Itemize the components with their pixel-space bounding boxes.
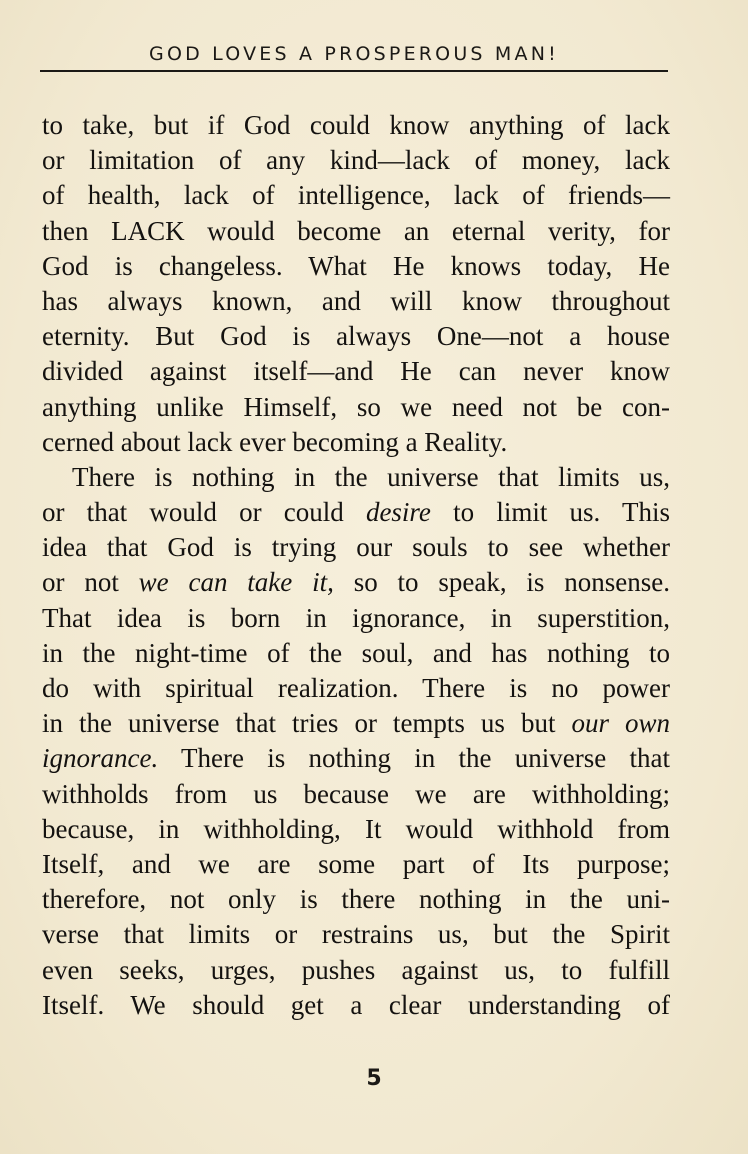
page-number: 5: [366, 1066, 382, 1091]
text-line: do with spiritual realization. There is no power: [42, 673, 670, 703]
text-line-mixed: [42, 565, 670, 600]
text-line: That idea is born in ignorance, in superstition,: [42, 602, 670, 633]
text-line: therefore, not only is there nothing in the uni-: [42, 884, 670, 915]
text-line: to take, but if God could know anything of lack: [42, 110, 670, 140]
italic-segment: desire: [365, 497, 431, 528]
text-segment: so to speak, is nonsense.: [333, 567, 670, 598]
text-line: because, in withholding, It would withhold from: [42, 813, 670, 844]
text-line: Itself. We should get a clear understanding of: [42, 989, 670, 1020]
text-segment: or that would or could: [42, 497, 366, 528]
text-line: anything unlike Himself, so we need not be con-: [42, 391, 670, 422]
italic-segment: we can take it,: [138, 567, 334, 598]
italic-segment: our own: [571, 708, 670, 739]
text-line: God is changeless. What He knows today, He: [42, 250, 670, 281]
text-line: cerned about lack ever becoming a Reality.: [42, 426, 508, 457]
text-line: eternity. But God is always One—not a house: [42, 321, 670, 352]
text-line: even seeks, urges, pushes against us, to fulfill: [42, 954, 670, 985]
text-line: idea that God is trying our souls to see whether: [42, 532, 670, 563]
text-segment: to limit us. This: [430, 497, 670, 528]
text-line-mixed: [42, 706, 670, 741]
text-segment: or not: [42, 567, 139, 598]
text-line-mixed: [42, 495, 670, 530]
italic-segment: ignorance.: [42, 743, 159, 774]
text-line: divided against itself—and He can never know: [42, 356, 670, 387]
text-line: There is nothing in the universe that limits us,: [72, 461, 670, 492]
header-rule: [40, 70, 668, 72]
text-line: withholds from us because we are withholding;: [42, 778, 670, 809]
text-line: in the night-time of the soul, and has nothing to: [42, 637, 670, 668]
text-line-mixed: [42, 741, 670, 776]
running-head: GOD LOVES A PROSPEROUS MAN!: [149, 43, 559, 65]
text-line: verse that limits or restrains us, but the Spirit: [42, 919, 670, 950]
text-line: then LACK would become an eternal verity, for: [42, 215, 670, 246]
text-segment: There is nothing in the universe that: [158, 743, 670, 774]
body-text: [42, 108, 670, 1023]
text-line: or limitation of any kind—lack of money, lack: [42, 145, 670, 176]
text-line: Itself, and we are some part of Its purpose;: [42, 848, 670, 879]
text-line: has always known, and will know throughout: [42, 285, 670, 316]
text-segment: in the universe that tries or tempts us but: [42, 708, 572, 739]
text-line: of health, lack of intelligence, lack of friends—: [42, 180, 670, 211]
